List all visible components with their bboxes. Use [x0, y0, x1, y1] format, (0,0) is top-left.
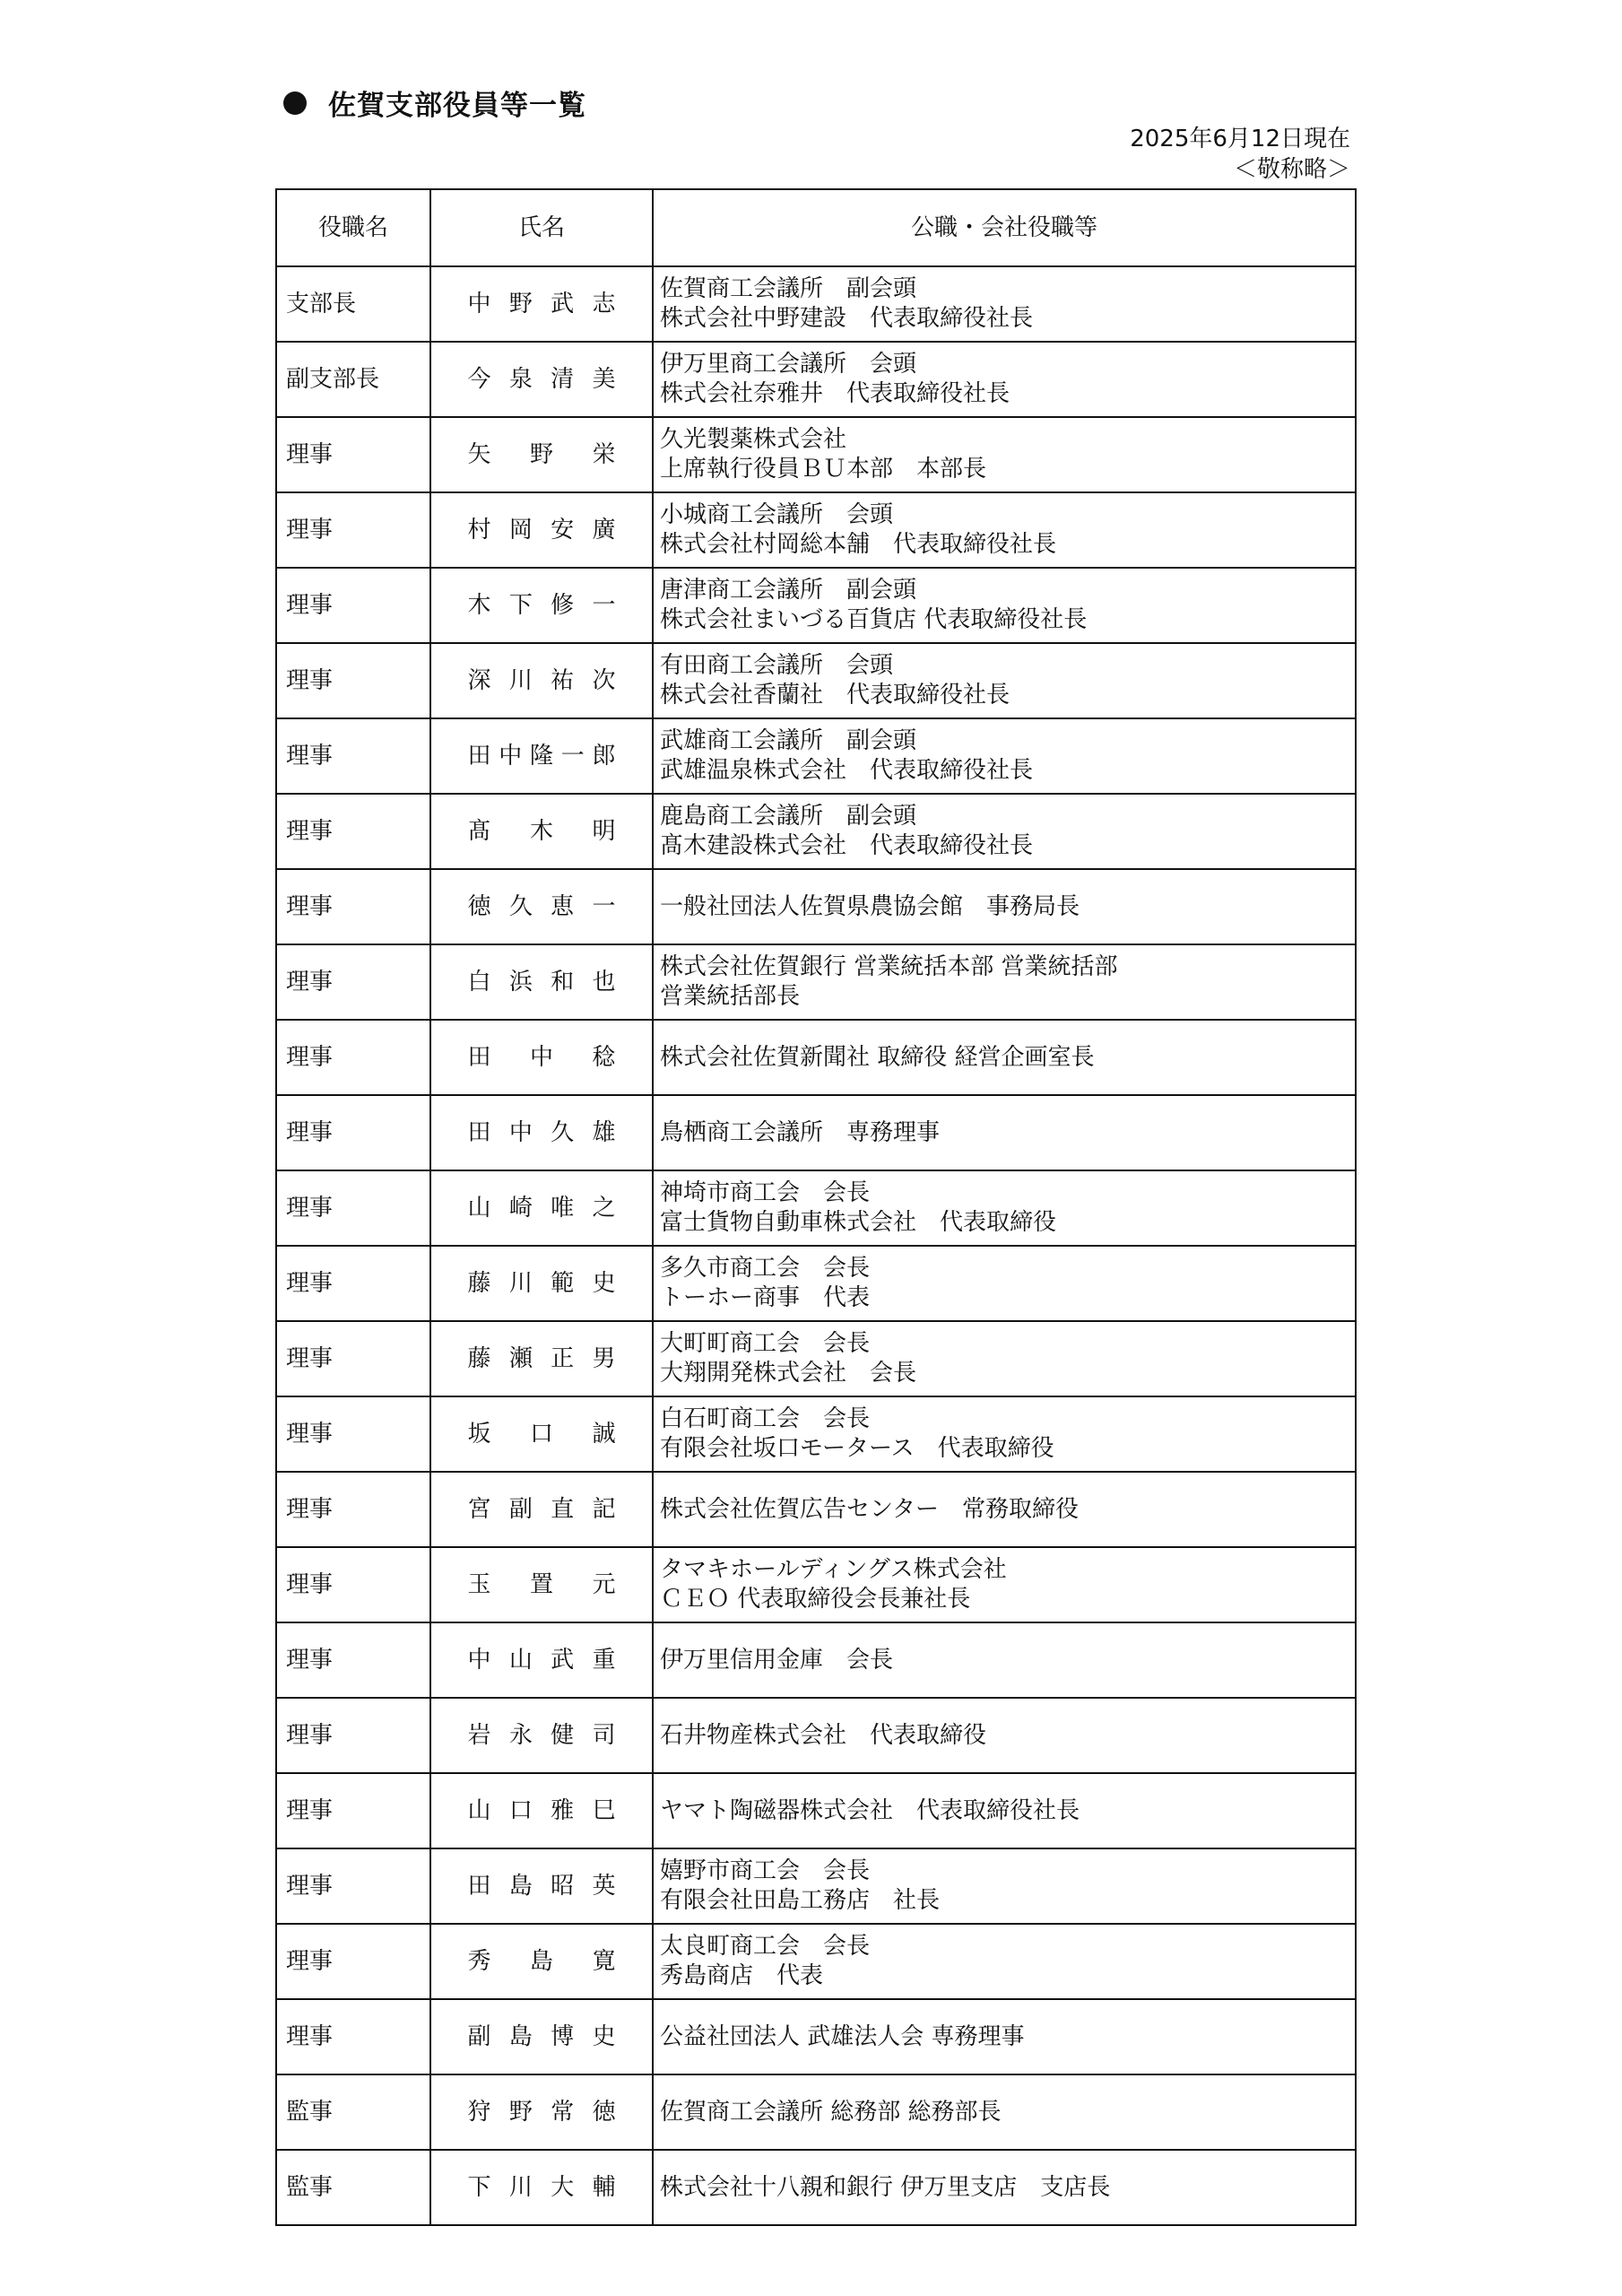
position-line: 久光製薬株式会社 — [660, 426, 847, 453]
header-role: 役職名 — [276, 189, 430, 266]
name-cell — [430, 1698, 653, 1773]
role-cell: 副支部長 — [276, 342, 430, 417]
table-row — [276, 869, 1356, 944]
name-cell — [430, 1848, 653, 1924]
table-body — [276, 266, 1356, 2225]
position-line: 公益社団法人 武雄法人会 専務理事 — [660, 2022, 1025, 2050]
position-line: 株式会社佐賀銀行 営業統括本部 営業統括部 — [660, 953, 1118, 980]
table-row — [276, 1622, 1356, 1698]
title-text: 佐賀支部役員等一覧 — [328, 90, 586, 122]
role-cell: 理事 — [276, 417, 430, 492]
positions-cell — [653, 1698, 1356, 1773]
position-line: 株式会社十八親和銀行 伊万里支店 支店長 — [660, 2173, 1111, 2201]
name-cell — [430, 2074, 653, 2150]
table-row — [276, 1924, 1356, 1999]
table-row — [276, 568, 1356, 643]
table-row — [276, 1773, 1356, 1848]
position-line: 佐賀商工会議所 副会頭 — [660, 275, 917, 302]
position-line: 株式会社奈雅井 代表取締役社長 — [660, 380, 1010, 407]
officer-name: 藤川範史 — [467, 1269, 616, 1297]
name-cell — [430, 643, 653, 718]
officer-name: 中野武志 — [467, 290, 616, 317]
table-row — [276, 1547, 1356, 1622]
positions-cell — [653, 1095, 1356, 1170]
table-header-row — [276, 189, 1356, 266]
role-cell: 理事 — [276, 794, 430, 869]
role-cell: 理事 — [276, 944, 430, 1020]
name-cell — [430, 1773, 653, 1848]
name-cell — [430, 1020, 653, 1095]
officer-name: 村岡安廣 — [467, 516, 616, 544]
name-cell — [430, 1472, 653, 1547]
role-cell: 理事 — [276, 1773, 430, 1848]
position-line: 小城商工会議所 会頭 — [660, 501, 894, 528]
positions-cell — [653, 1020, 1356, 1095]
position-line: 鳥栖商工会議所 専務理事 — [660, 1118, 941, 1146]
position-line: 大翔開発株式会社 会長 — [660, 1360, 917, 1387]
name-cell — [430, 417, 653, 492]
name-cell — [430, 1924, 653, 1999]
name-cell — [430, 2150, 653, 2225]
role-cell: 理事 — [276, 1999, 430, 2074]
table-row — [276, 1095, 1356, 1170]
position-line: ＣＥＯ 代表取締役会長兼社長 — [660, 1586, 971, 1613]
name-cell — [430, 718, 653, 794]
position-line: 一般社団法人佐賀県農協会館 事務局長 — [660, 892, 1080, 920]
table-row — [276, 2074, 1356, 2150]
officer-name: 矢野栄 — [467, 440, 616, 468]
officer-name: 山口雅巳 — [467, 1796, 616, 1824]
officer-name: 下川大輔 — [467, 2173, 616, 2201]
officer-name: 中山武重 — [467, 1646, 616, 1674]
name-cell — [430, 492, 653, 568]
positions-cell — [653, 1547, 1356, 1622]
header-positions: 公職・会社役職等 — [653, 189, 1356, 266]
officer-table — [275, 188, 1357, 2226]
name-cell — [430, 869, 653, 944]
bullet-icon — [283, 91, 307, 115]
name-cell — [430, 1095, 653, 1170]
positions-cell — [653, 1246, 1356, 1321]
honorific-note: ＜敬称略＞ — [1233, 156, 1350, 183]
position-line: 株式会社中野建設 代表取締役社長 — [660, 305, 1034, 332]
officer-name: 田中隆一郎 — [467, 742, 616, 770]
position-line: 佐賀商工会議所 総務部 総務部長 — [660, 2098, 1002, 2126]
role-cell: 監事 — [276, 2074, 430, 2150]
document-title — [283, 83, 586, 123]
position-line: 株式会社村岡総本舗 代表取締役社長 — [660, 531, 1057, 558]
name-cell — [430, 266, 653, 342]
name-cell — [430, 1396, 653, 1472]
role-cell: 理事 — [276, 492, 430, 568]
positions-cell — [653, 568, 1356, 643]
position-line: 株式会社佐賀広告センター 常務取締役 — [660, 1495, 1079, 1523]
name-cell — [430, 342, 653, 417]
positions-cell — [653, 869, 1356, 944]
name-cell — [430, 1999, 653, 2074]
officer-name: 田中稔 — [467, 1043, 616, 1071]
position-line: 唐津商工会議所 副会頭 — [660, 577, 917, 604]
officer-name: 田島昭英 — [467, 1872, 616, 1900]
officer-name: 今泉清美 — [467, 365, 616, 393]
table-row — [276, 417, 1356, 492]
officer-name: 玉置元 — [467, 1570, 616, 1598]
positions-cell — [653, 1170, 1356, 1246]
positions-cell — [653, 266, 1356, 342]
name-cell — [430, 794, 653, 869]
position-line: 神埼市商工会 会長 — [660, 1179, 871, 1206]
positions-cell — [653, 1396, 1356, 1472]
positions-cell — [653, 342, 1356, 417]
position-line: タマキホールディングス株式会社 — [660, 1556, 1007, 1583]
role-cell: 支部長 — [276, 266, 430, 342]
officer-name: 副島博史 — [467, 2022, 616, 2050]
officer-name: 秀島寛 — [467, 1947, 616, 1975]
positions-cell — [653, 794, 1356, 869]
positions-cell — [653, 492, 1356, 568]
header-name: 氏名 — [430, 189, 653, 266]
role-cell: 理事 — [276, 1622, 430, 1698]
positions-cell — [653, 1321, 1356, 1396]
officer-name: 狩野常徳 — [467, 2098, 616, 2126]
table-row — [276, 1396, 1356, 1472]
table-row — [276, 1698, 1356, 1773]
role-cell: 理事 — [276, 1246, 430, 1321]
table-row — [276, 1848, 1356, 1924]
name-cell — [430, 568, 653, 643]
role-cell: 監事 — [276, 2150, 430, 2225]
role-cell: 理事 — [276, 1095, 430, 1170]
officer-name: 髙木明 — [467, 817, 616, 845]
role-cell: 理事 — [276, 1321, 430, 1396]
positions-cell — [653, 643, 1356, 718]
role-cell: 理事 — [276, 718, 430, 794]
officer-name: 白浜和也 — [467, 968, 616, 996]
position-line: ヤマト陶磁器株式会社 代表取締役社長 — [660, 1796, 1080, 1824]
table-row — [276, 718, 1356, 794]
officer-name: 宮副直記 — [467, 1495, 616, 1523]
role-cell: 理事 — [276, 643, 430, 718]
position-line: 有限会社坂口モータース 代表取締役 — [660, 1435, 1054, 1462]
position-line: 白石町商工会 会長 — [660, 1405, 871, 1432]
position-line: 伊万里信用金庫 会長 — [660, 1646, 894, 1674]
role-cell: 理事 — [276, 869, 430, 944]
as-of-date: 2025年6月12日現在 — [1130, 126, 1350, 152]
position-line: 武雄温泉株式会社 代表取締役社長 — [660, 757, 1034, 784]
positions-cell — [653, 1472, 1356, 1547]
position-line: 太良町商工会 会長 — [660, 1933, 871, 1960]
table-row — [276, 794, 1356, 869]
officer-name: 徳久恵一 — [467, 892, 616, 920]
role-cell: 理事 — [276, 1396, 430, 1472]
positions-cell — [653, 1773, 1356, 1848]
role-cell: 理事 — [276, 1698, 430, 1773]
name-cell — [430, 944, 653, 1020]
positions-cell — [653, 944, 1356, 1020]
officer-name: 藤瀬正男 — [467, 1344, 616, 1372]
table-row — [276, 1472, 1356, 1547]
position-line: 営業統括部長 — [660, 983, 801, 1010]
table-row — [276, 1170, 1356, 1246]
position-line: 株式会社香蘭社 代表取締役社長 — [660, 682, 1010, 709]
officer-name: 岩永健司 — [467, 1721, 616, 1749]
role-cell: 理事 — [276, 1848, 430, 1924]
table-row — [276, 1020, 1356, 1095]
table-row — [276, 1999, 1356, 2074]
position-line: 有田商工会議所 会頭 — [660, 652, 894, 679]
role-cell: 理事 — [276, 1472, 430, 1547]
position-line: 嬉野市商工会 会長 — [660, 1857, 871, 1884]
role-cell: 理事 — [276, 1547, 430, 1622]
position-line: 上席執行役員ＢＵ本部 本部長 — [660, 456, 987, 483]
positions-cell — [653, 1924, 1356, 1999]
name-cell — [430, 1547, 653, 1622]
name-cell — [430, 1246, 653, 1321]
positions-cell — [653, 1848, 1356, 1924]
officer-name: 深川祐次 — [467, 666, 616, 694]
table-row — [276, 643, 1356, 718]
position-line: 大町町商工会 会長 — [660, 1330, 871, 1357]
position-line: 株式会社佐賀新聞社 取締役 経営企画室長 — [660, 1043, 1095, 1071]
officer-name: 木下修一 — [467, 591, 616, 619]
role-cell: 理事 — [276, 568, 430, 643]
position-line: 有限会社田島工務店 社長 — [660, 1887, 941, 1914]
name-cell — [430, 1622, 653, 1698]
positions-cell — [653, 2150, 1356, 2225]
position-line: 髙木建設株式会社 代表取締役社長 — [660, 832, 1034, 859]
officer-name: 山崎唯之 — [467, 1194, 616, 1222]
position-line: 株式会社まいづる百貨店 代表取締役社長 — [660, 606, 1088, 633]
table-row — [276, 944, 1356, 1020]
positions-cell — [653, 2074, 1356, 2150]
positions-cell — [653, 417, 1356, 492]
name-cell — [430, 1321, 653, 1396]
role-cell: 理事 — [276, 1924, 430, 1999]
name-cell — [430, 1170, 653, 1246]
table-row — [276, 342, 1356, 417]
position-line: 武雄商工会議所 副会頭 — [660, 727, 917, 754]
table-row — [276, 266, 1356, 342]
role-cell: 理事 — [276, 1020, 430, 1095]
positions-cell — [653, 718, 1356, 794]
table-row — [276, 2150, 1356, 2225]
position-line: トーホー商事 代表 — [660, 1284, 871, 1311]
role-cell: 理事 — [276, 1170, 430, 1246]
table-row — [276, 1246, 1356, 1321]
position-line: 多久市商工会 会長 — [660, 1255, 871, 1282]
position-line: 鹿島商工会議所 副会頭 — [660, 803, 917, 830]
position-line: 石井物産株式会社 代表取締役 — [660, 1721, 987, 1749]
positions-cell — [653, 1999, 1356, 2074]
officer-name: 田中久雄 — [467, 1118, 616, 1146]
position-line: 富士貨物自動車株式会社 代表取締役 — [660, 1209, 1057, 1236]
position-line: 秀島商店 代表 — [660, 1962, 824, 1989]
position-line: 伊万里商工会議所 会頭 — [660, 351, 917, 378]
table-row — [276, 1321, 1356, 1396]
positions-cell — [653, 1622, 1356, 1698]
table-row — [276, 492, 1356, 568]
officer-name: 坂口誠 — [467, 1420, 616, 1448]
